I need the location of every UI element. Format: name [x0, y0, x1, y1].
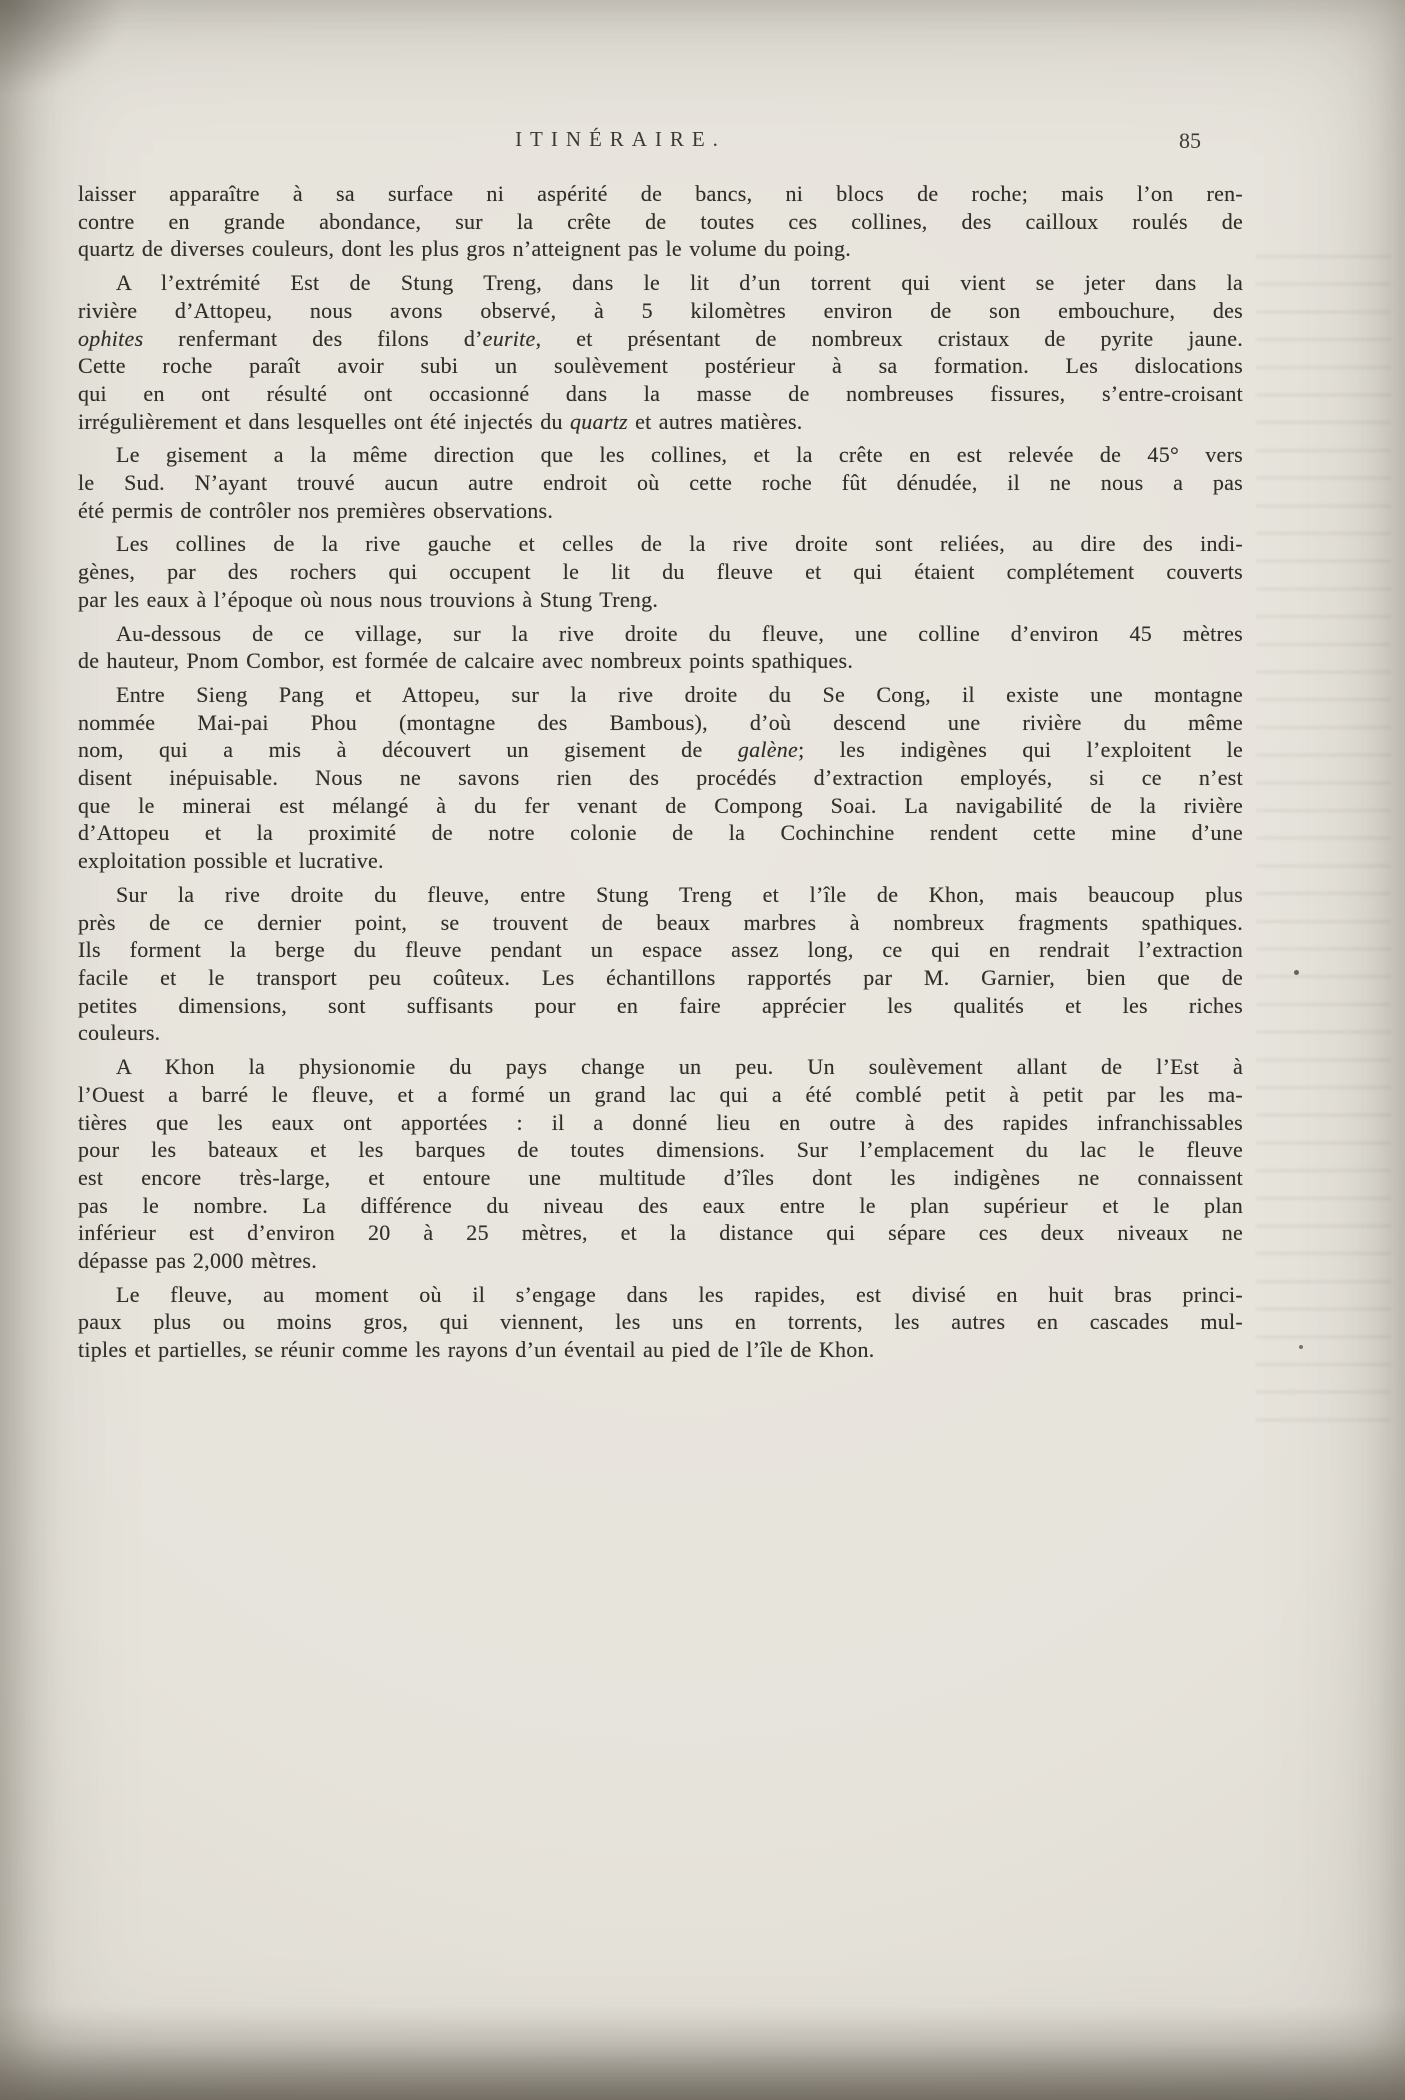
- text-segment: d’Attopeu et la proximité de notre colonie de la Cochinchine rendent cette mine d’une: [78, 820, 1243, 846]
- text-segment: par les eaux à l’époque où nous nous trouvions à Stung Treng.: [78, 586, 659, 612]
- paragraph: [78, 180, 1243, 263]
- paragraph: [78, 441, 1243, 524]
- text-segment: et autres matières.: [627, 408, 803, 434]
- text-segment: gènes, par des rochers qui occupent le lit du fleuve et qui étaient complétement couverts: [78, 559, 1243, 585]
- text-segment: près de ce dernier point, se trouvent de beaux marbres à nombreux fragments spathiques.: [78, 909, 1243, 935]
- text-line: [78, 1164, 1243, 1192]
- text-segment: nommée Mai-pai Phou (montagne des Bambous), d’où descend une rivière du même: [78, 709, 1243, 735]
- text-line: [78, 909, 1243, 937]
- text-segment: l’Ouest a barré le fleuve, et a formé un grand lac qui a été comblé petit à petit par les ma-: [78, 1081, 1243, 1107]
- text-segment: A l’extrémité Est de Stung Treng, dans le lit d’un torrent qui vient se jeter dans la: [116, 270, 1243, 296]
- text-line: [78, 1109, 1243, 1137]
- paragraph: [78, 1281, 1243, 1364]
- text-line: [78, 1336, 1243, 1364]
- text-segment: irrégulièrement et dans lesquelles ont été injectés du: [78, 408, 571, 434]
- text-segment: inférieur est d’environ 20 à 25 mètres, et la distance qui sépare ces deux niveaux ne: [78, 1220, 1243, 1246]
- scan-bottom-shadow: [0, 2005, 1405, 2100]
- text-line: [78, 208, 1243, 236]
- text-segment: Cette roche paraît avoir subi un soulèvement postérieur à sa formation. Les dislocations: [78, 353, 1243, 379]
- text-segment: couleurs.: [78, 1020, 161, 1046]
- text-segment: Le gisement a la même direction que les collines, et la crête en est relevée de 45° vers: [116, 442, 1243, 468]
- page-number: 85: [1179, 128, 1201, 153]
- text-line: [78, 881, 1243, 909]
- text-segment: Ils forment la berge du fleuve pendant un espace assez long, ce qui en rendrait l’extraction: [78, 937, 1243, 963]
- text-segment: dépasse pas 2,000 mètres.: [78, 1248, 317, 1274]
- text-segment: tiples et partielles, se réunir comme les rayons d’un éventail au pied de l’île de Khon.: [78, 1337, 875, 1363]
- text-segment: Entre Sieng Pang et Attopeu, sur la rive droite du Se Cong, il existe une montagne: [116, 681, 1243, 707]
- page-header: [78, 127, 1243, 159]
- text-segment: contre en grande abondance, sur la crête de toutes ces collines, des cailloux roulés de: [78, 208, 1243, 234]
- text-line: [78, 352, 1243, 380]
- paper-speck: [1299, 1345, 1303, 1349]
- text-line: [78, 964, 1243, 992]
- text-line: [78, 297, 1243, 325]
- text-line: [78, 620, 1243, 648]
- text-line: [78, 586, 1243, 614]
- text-segment: Sur la rive droite du fleuve, entre Stung Treng et l’île de Khon, mais beaucoup plus: [116, 881, 1243, 907]
- text-line: [78, 408, 1243, 436]
- text-segment: est encore très-large, et entoure une multitude d’îles dont les indigènes ne connaissent: [78, 1164, 1243, 1190]
- paragraph: [78, 881, 1243, 1047]
- text-segment: paux plus ou moins gros, qui viennent, les uns en torrents, les autres en cascades mul-: [78, 1309, 1243, 1335]
- text-segment: de hauteur, Pnom Combor, est formée de calcaire avec nombreux points spathiques.: [78, 648, 854, 674]
- text-segment: disent inépuisable. Nous ne savons rien des procédés d’extraction employés, si ce n’est: [78, 765, 1243, 791]
- text-segment: facile et le transport peu coûteux. Les échantillons rapportés par M. Garnier, bien que de: [78, 964, 1243, 990]
- text-line: [78, 497, 1243, 525]
- text-line: [78, 1247, 1243, 1275]
- paragraph: [78, 681, 1243, 875]
- text-line: [78, 1281, 1243, 1309]
- italic-text-segment: galène: [737, 737, 799, 763]
- text-segment: nom, qui a mis à découvert un gisement de: [78, 737, 738, 763]
- text-line: [78, 469, 1243, 497]
- text-segment: que le minerai est mélangé à du fer venant de Compong Soai. La navigabilité de la rivière: [78, 792, 1243, 818]
- text-segment: été permis de contrôler nos premières observations.: [78, 497, 554, 523]
- text-line: [78, 269, 1243, 297]
- text-segment: le Sud. N’ayant trouvé aucun autre endroit où cette roche fût dénudée, il ne nous a pas: [78, 470, 1243, 496]
- text-segment: qui en ont résulté ont occasionné dans la masse de nombreuses fissures, s’entre-croisant: [78, 380, 1243, 406]
- running-title: ITINÉRAIRE.: [515, 127, 726, 151]
- text-line: [78, 681, 1243, 709]
- text-segment: rivière d’Attopeu, nous avons observé, à 5 kilomètres environ de son embouchure, des: [78, 297, 1243, 323]
- text-line: [78, 180, 1243, 208]
- ink-showthrough: [1256, 255, 1391, 1435]
- text-segment: quartz de diverses couleurs, dont les plus gros n’atteignent pas le volume du poing.: [78, 236, 852, 262]
- text-line: [78, 992, 1243, 1020]
- text-line: [78, 1219, 1243, 1247]
- text-segment: renfermant des filons d’: [143, 325, 483, 351]
- text-segment: Les collines de la rive gauche et celles de la rive droite sont reliées, au dire des indi-: [116, 531, 1243, 557]
- text-segment: ; les indigènes qui l’exploitent le: [798, 737, 1243, 763]
- text-segment: Le fleuve, au moment où il s’engage dans les rapides, est divisé en huit bras princi-: [116, 1281, 1243, 1307]
- scan-corner-shadow: [0, 0, 125, 95]
- text-line: [78, 792, 1243, 820]
- text-line: [78, 1308, 1243, 1336]
- text-line: [78, 1053, 1243, 1081]
- text-line: [78, 325, 1243, 353]
- text-segment: petites dimensions, sont suffisants pour en faire apprécier les qualités et les riches: [78, 992, 1243, 1018]
- text-segment: , et présentant de nombreux cristaux de pyrite jaune.: [535, 325, 1243, 351]
- text-line: [78, 819, 1243, 847]
- text-line: [78, 847, 1243, 875]
- paragraph: [78, 620, 1243, 675]
- text-segment: exploitation possible et lucrative.: [78, 848, 384, 874]
- text-segment: pour les bateaux et les barques de toutes dimensions. Sur l’emplacement du lac le fleuve: [78, 1137, 1243, 1163]
- text-line: [78, 380, 1243, 408]
- text-line: [78, 235, 1243, 263]
- italic-text-segment: quartz: [570, 408, 628, 434]
- paragraph: [78, 530, 1243, 613]
- text-line: [78, 936, 1243, 964]
- text-line: [78, 558, 1243, 586]
- italic-text-segment: ophites: [78, 325, 144, 351]
- paragraph: [78, 269, 1243, 435]
- text-segment: pas le nombre. La différence du niveau des eaux entre le plan supérieur et le plan: [78, 1192, 1243, 1218]
- text-line: [78, 764, 1243, 792]
- text-line: [78, 736, 1243, 764]
- text-line: [78, 647, 1243, 675]
- text-line: [78, 1019, 1243, 1047]
- text-line: [78, 709, 1243, 737]
- text-line: [78, 441, 1243, 469]
- text-segment: laisser apparaître à sa surface ni aspérité de bancs, ni blocs de roche; mais l’on ren-: [78, 181, 1243, 206]
- text-line: [78, 1192, 1243, 1220]
- text-line: [78, 1081, 1243, 1109]
- text-segment: tières que les eaux ont apportées : il a donné lieu en outre à des rapides infranchissables: [78, 1109, 1243, 1135]
- paper-speck: [1294, 970, 1299, 975]
- text-segment: A Khon la physionomie du pays change un peu. Un soulèvement allant de l’Est à: [116, 1054, 1243, 1080]
- text-line: [78, 1136, 1243, 1164]
- text-block: [78, 180, 1243, 1370]
- paragraph: [78, 1053, 1243, 1275]
- text-line: [78, 530, 1243, 558]
- text-segment: Au-dessous de ce village, sur la rive droite du fleuve, une colline d’environ 45 mètres: [116, 620, 1243, 646]
- italic-text-segment: eurite: [482, 325, 536, 351]
